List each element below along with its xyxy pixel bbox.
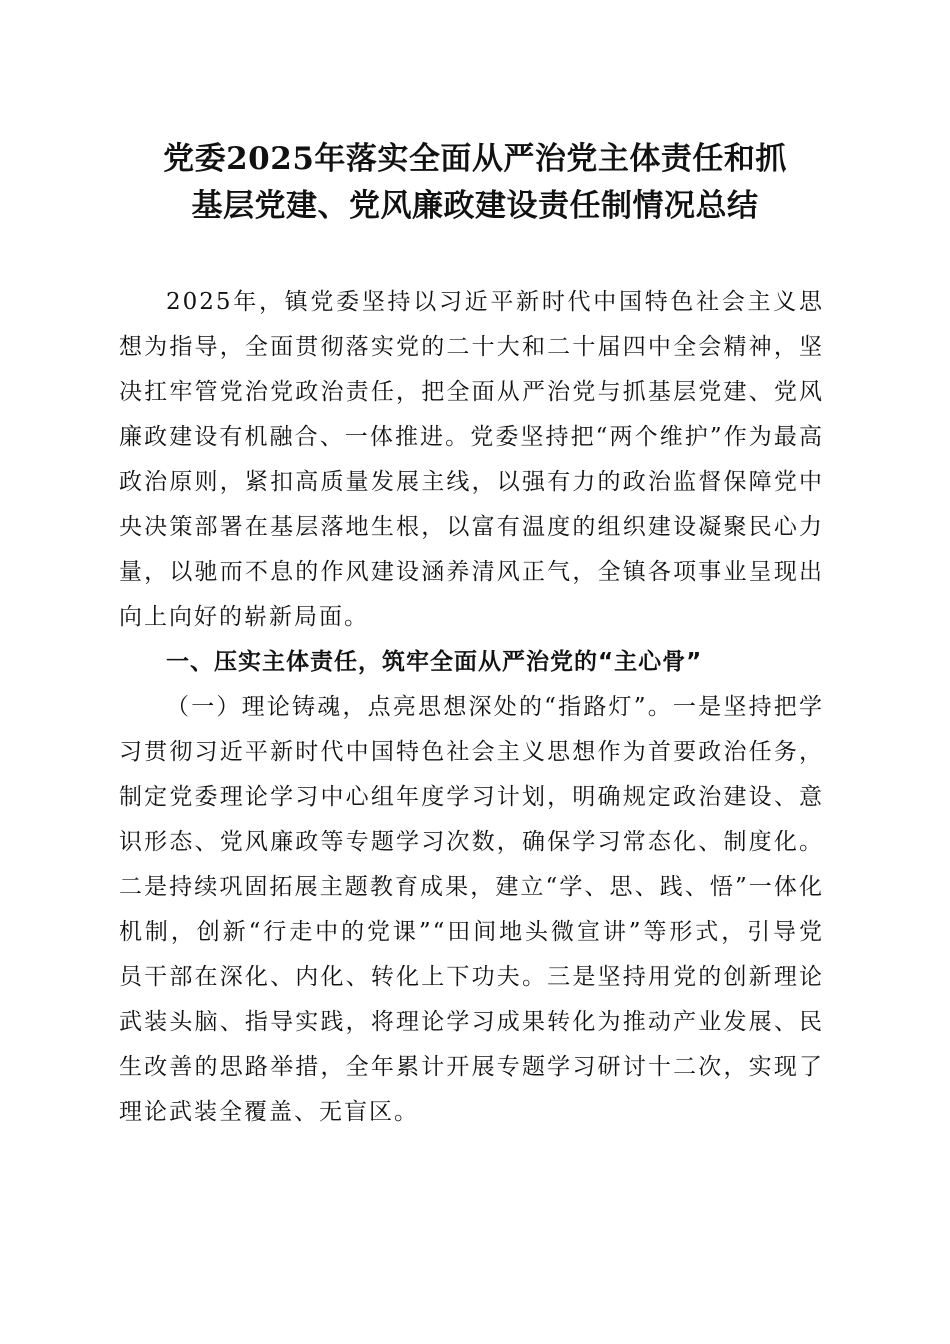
- intro-paragraph: 2025年，镇党委坚持以习近平新时代中国特色社会主义思想为指导，全面贯彻落实党的二十大和二十届四中全会精神，坚决扛牢管党治党政治责任，把全面从严治党与抓基层党建、党风廉政建设有机融合、一体推进。党委坚持把“两个维护”作为最高政治原则，紧扣高质量发展主线，以强有力的政治监督保障党中央决策部署在基层落地生根，以富有温度的组织建设凝聚民心力量，以驰而不息的作风建设涵养清风正气，全镇各项事业呈现出向上向好的崭新局面。: [119, 289, 824, 630]
- subsection-paragraph-1: （一）理论铸魂，点亮思想深处的“指路灯”。一是坚持把学习贯彻习近平新时代中国特色社会主义思想作为首要政治任务，制定党委理论学习中心组年度学习计划，明确规定政治建设、意识形态、党风廉政等专题学习次数，确保学习常态化、制度化。二是持续巩固拓展主题教育成果，建立“学、思、践、悟”一体化机制，创新“行走中的党课”“田间地头微宣讲”等形式，引导党员干部在深化、内化、转化上下功夫。三是坚持用党的创新理论武装头脑、指导实践，将理论学习成果转化为推动产业发展、民生改善的思路举措，全年累计开展专题学习研讨十二次，实现了理论武装全覆盖、无盲区。: [119, 694, 824, 1125]
- document-body: [119, 280, 824, 1135]
- title-line-1: 党委2025年落实全面从严治党主体责任和抓: [163, 141, 787, 177]
- document-title: [100, 136, 850, 230]
- title-line-2: 基层党建、党风廉政建设责任制情况总结: [191, 188, 759, 224]
- section-heading-1: 一、压实主体责任，筑牢全面从严治党的“主心骨”: [166, 649, 703, 675]
